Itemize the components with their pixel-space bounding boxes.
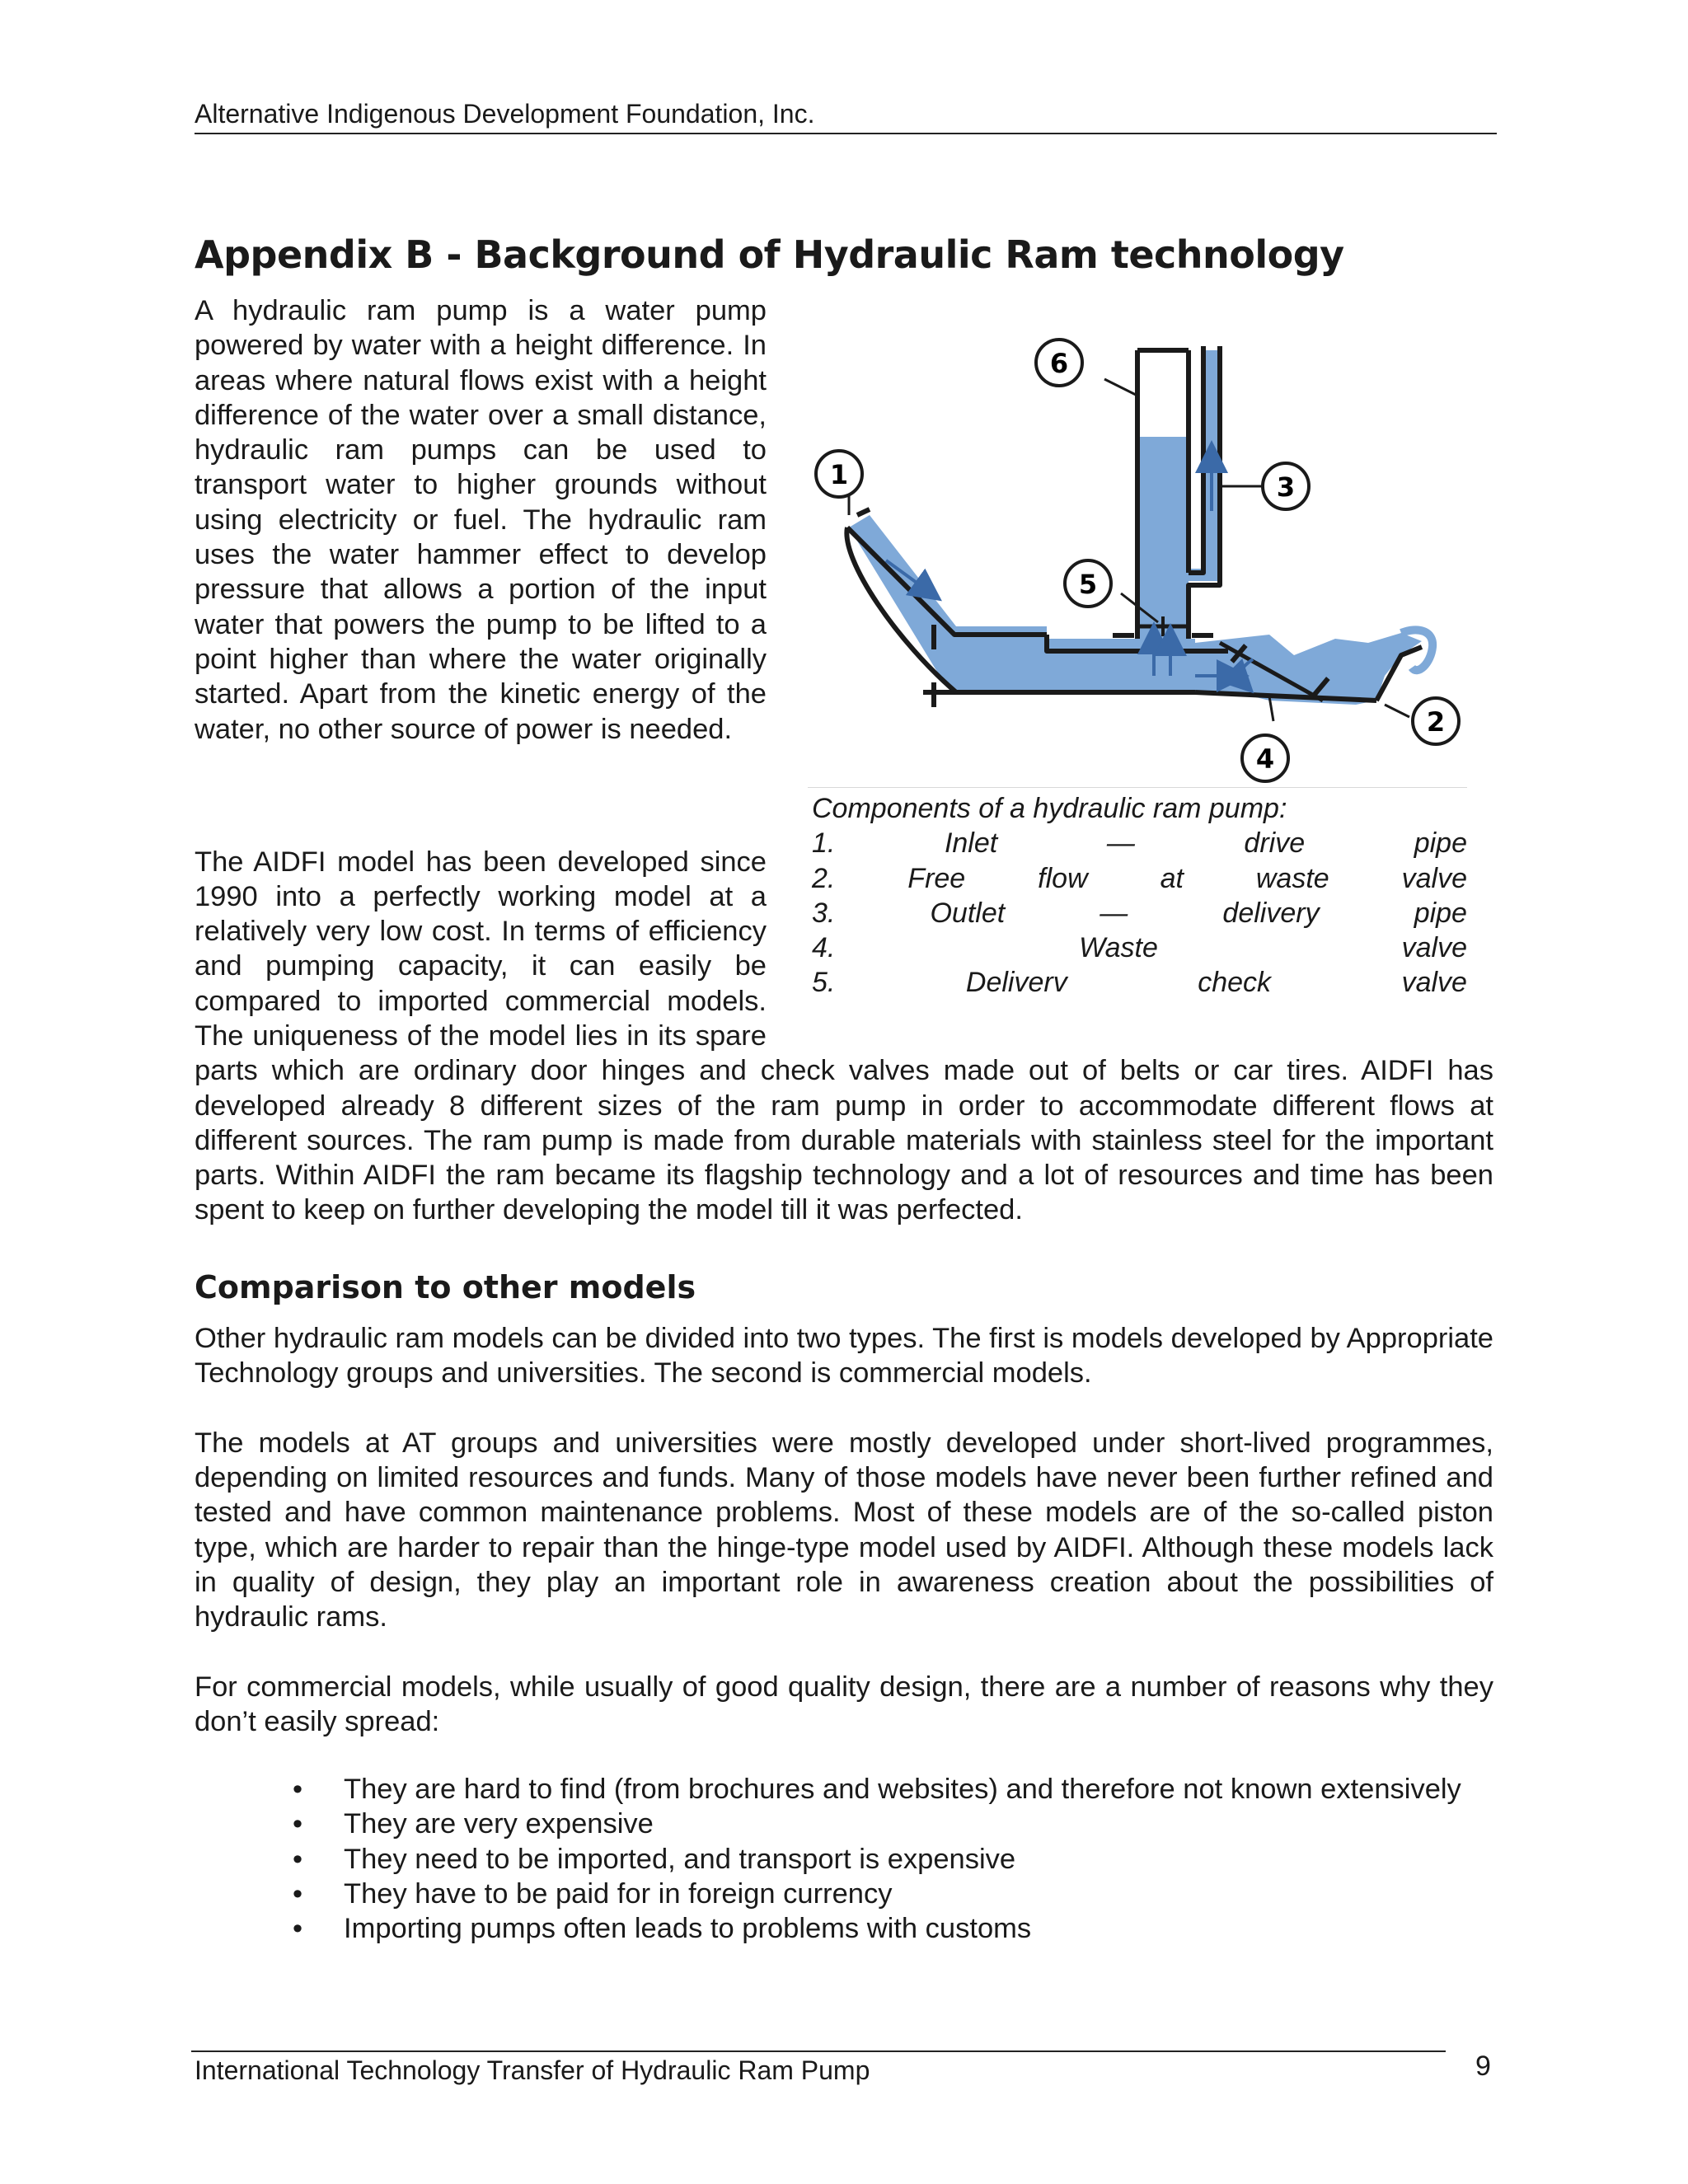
comparison-paragraph-2: The models at AT groups and universities were mostly developed under short-lived programmes, depending on limited resources and funds. Many of those models have never been further refined and tested and have common maintenance problems. Most of these models are of the so-called piston type, which are harder to repair than the hinge-type model used by AIDFI. Although these models lack in quality of design, they play an important role in awareness creation about the possibilities of hydraulic rams. <box>195 1427 1493 1633</box>
bullet-icon: • <box>293 1877 303 1910</box>
callout-label-4: 4 <box>1255 743 1275 775</box>
callout-circle-3 <box>1263 463 1309 509</box>
air-chamber-water <box>1137 437 1189 639</box>
list-item: • They are hard to find (from brochures and websites) and therefore not known extensively <box>293 1772 1493 1807</box>
callout-label-6: 6 <box>1049 348 1069 379</box>
list-item: • They need to be imported, and transport is expensive <box>293 1842 1493 1877</box>
callout-label-2: 2 <box>1426 706 1446 738</box>
callout-label-5: 5 <box>1078 569 1098 600</box>
hydraulic-ram-diagram <box>808 330 1467 791</box>
page-footer: International Technology Transfer of Hydraulic Ram Pump <box>195 2055 870 2085</box>
caption-row-3: 3. Outlet — delivery pipe <box>812 897 1467 929</box>
callout-label-3: 3 <box>1276 471 1296 503</box>
caption-divider <box>808 787 1467 788</box>
bullet-icon: • <box>293 1913 303 1945</box>
caption-row-4: 4. Waste valve <box>812 932 1467 964</box>
page-title: Appendix B - Background of Hydraulic Ram technology <box>195 232 1344 277</box>
page-number: 9 <box>1475 2050 1491 2082</box>
caption-float-spacer <box>767 816 1493 1022</box>
bullet-icon: • <box>293 1808 303 1840</box>
callout-circle-5 <box>1065 560 1111 607</box>
callout-circle-1 <box>816 451 862 497</box>
intro-paragraph: A hydraulic ram pump is a water pump powered by water with a height difference. In areas where natural flows exist with a height difference of the water over a small distance, hydraulic ram pumps can be used to transport water to higher grounds without using electricity or fuel. The hydraulic ram uses the water hammer effect to develop pressure that allows a portion of the input water that powers the pump to be lifted to a point higher than where the water originally started. Apart from the kinetic energy of the water, no other source of power is needed. <box>195 295 767 745</box>
list-item: • They are very expensive <box>293 1807 1493 1841</box>
page-header: Alternative Indigenous Development Foundation, Inc. <box>195 99 1497 134</box>
caption-row-2: 2. Free flow at waste valve <box>812 862 1467 894</box>
comparison-heading: Comparison to other models <box>195 1269 696 1305</box>
aidfi-paragraph: The AIDFI model has been developed since 1990 into a perfectly working model at a relatively very low cost. In terms of efficiency and pumping capacity, it can easily be compared to imported commercial models. The uniqueness of the model lies in its spare parts which are ordinary door hinges and check valves made out of belts or car tires. AIDFI has developed already 8 different sizes of the ram pump in order to accommodate different flows at different sources. The ram pump is made from durable materials with stainless steel for the important parts. Within AIDFI the ram became its flagship technology and a lot of resources and time has been spent to keep on further developing the model till it was perfected. <box>195 846 1493 1226</box>
callout-circle-4 <box>1242 735 1288 781</box>
callout-circle-6 <box>1036 340 1082 386</box>
comparison-paragraph-1: Other hydraulic ram models can be divided into two types. The first is models developed by Appropriate Technology groups and universities. The second is commercial models. <box>195 1323 1493 1390</box>
callout-circle-2 <box>1413 698 1459 744</box>
intro-section <box>195 293 767 781</box>
callout-label-1: 1 <box>829 459 849 490</box>
comparison-section <box>195 1321 1493 1774</box>
caption-row-5: 5. Deliverv check valve <box>812 967 1467 999</box>
caption-title: Components of a hydraulic ram pump: <box>812 793 1287 824</box>
list-item: • They have to be paid for in foreign currency <box>293 1877 1493 1911</box>
reasons-list <box>293 1772 1493 1946</box>
list-item: • Importing pumps often leads to problems with customs <box>293 1911 1493 1946</box>
bullet-icon: • <box>293 1774 303 1805</box>
footer-divider <box>191 2050 1446 2052</box>
aidfi-model-section <box>195 816 1493 1256</box>
caption-row-1: 1. Inlet — drive pipe <box>812 827 1467 860</box>
bullet-icon: • <box>293 1843 303 1875</box>
comparison-paragraph-3: For commercial models, while usually of good quality design, there are a number of reasons why they don’t easily spread: <box>195 1671 1493 1738</box>
